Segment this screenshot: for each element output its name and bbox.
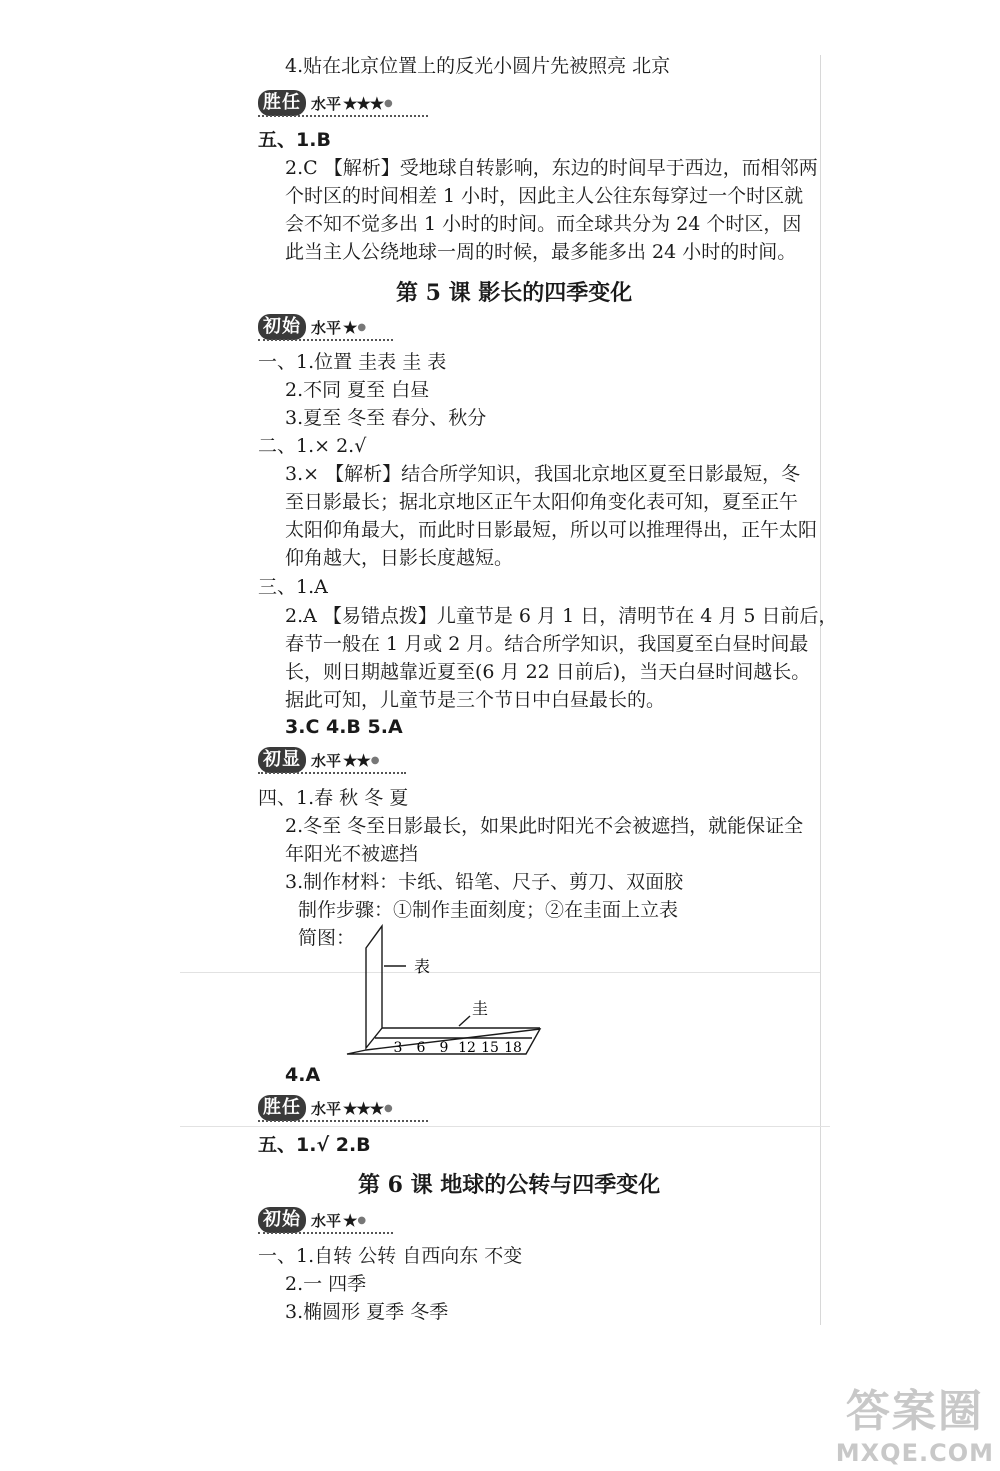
badge-tag: 初始 [258, 1207, 306, 1233]
answer-line: 一、1.自转 公转 自西向东 不变 [258, 1245, 523, 1267]
badge-level: 水平 [311, 751, 342, 770]
biao-pole-side [366, 926, 382, 1048]
answer-line: 4.贴在北京位置上的反光小圆片先被照亮 北京 [285, 55, 671, 77]
star-icon: ★★ [343, 750, 370, 770]
dot-icon: ● [357, 321, 367, 333]
wave-decoration [258, 335, 393, 341]
wave-decoration [258, 111, 428, 117]
answer-line: 春节一般在 1 月或 2 月。结合所学知识，我国夏至白昼时间最 [285, 633, 809, 655]
answer-line: 4.A [285, 1064, 321, 1086]
scale-tick-label: 6 [416, 1040, 426, 1056]
watermark-logo [836, 1375, 994, 1467]
wave-decoration [258, 1228, 393, 1234]
answer-line: 简图： [298, 927, 356, 949]
answer-line: 年阳光不被遮挡 [285, 843, 419, 865]
lesson-title: 第 5 课 影长的四季变化 [396, 280, 633, 306]
star-icon: ★★★ [343, 93, 384, 113]
badge-tag: 初显 [258, 747, 306, 773]
star-icon: ★★★ [343, 1098, 384, 1118]
badge-level: 水平 [311, 318, 342, 337]
scale-tick-label: 18 [504, 1040, 522, 1056]
answer-line: 五、1.√ 2.B [258, 1134, 371, 1156]
answer-line: 2.A 【易错点拨】儿童节是 6 月 1 日，清明节在 4 月 5 日前后， [285, 605, 838, 627]
scale-tick-label: 12 [458, 1040, 476, 1056]
gui-label: 圭 [472, 999, 489, 1018]
gui-pointer [459, 1016, 470, 1026]
badge-chushi [258, 313, 393, 341]
dot-icon: ● [384, 97, 393, 109]
answer-line: 2.冬至 冬至日影最长，如果此时阳光不会被遮挡，就能保证全 [285, 815, 804, 837]
biao-label: 表 [414, 957, 431, 976]
answer-line: 二、1.× 2.√ [258, 435, 367, 457]
column-divider [820, 55, 821, 1325]
answer-line: 会不知不觉多出 1 小时的时间。而全球共分为 24 个时区，因 [285, 213, 802, 235]
watermark-url: MXQE.COM [835, 1439, 994, 1467]
answer-line: 长，则日期越靠近夏至(6 月 22 日前后)，当天白昼时间越长。 [285, 661, 811, 683]
answer-line: 太阳仰角最大，而此时日影最短，所以可以推理得出，正午太阳 [285, 519, 818, 541]
answer-line: 此当主人公绕地球一周的时候，最多能多出 24 小时的时间。 [285, 241, 797, 263]
scale-tick-label: 15 [481, 1040, 499, 1056]
answer-line: 3.椭圆形 夏季 冬季 [285, 1301, 449, 1323]
answer-line: 3.× 【解析】结合所学知识，我国北京地区夏至日影最短，冬 [285, 463, 801, 485]
answer-line: 四、1.春 秋 冬 夏 [258, 787, 409, 809]
badge-level: 水平 [311, 1211, 342, 1230]
answer-line: 2.一 四季 [285, 1273, 367, 1295]
scale-tick-label: 9 [439, 1040, 449, 1056]
answer-line: 3.夏至 冬至 春分、秋分 [285, 407, 487, 429]
wave-decoration [258, 1116, 428, 1122]
answer-line: 3.C 4.B 5.A [285, 716, 403, 738]
badge-tag: 胜任 [258, 1095, 306, 1121]
star-icon: ★ [343, 317, 357, 337]
wave-decoration [258, 768, 406, 774]
badge-level: 水平 [311, 1099, 342, 1118]
badge-shengren [258, 1094, 428, 1122]
watermark-main: 答案圈 [845, 1386, 984, 1437]
fold-line [180, 1126, 830, 1127]
badge-chushi [258, 1206, 393, 1234]
scale-tick-label: 3 [393, 1040, 403, 1056]
badge-tag: 初始 [258, 314, 306, 340]
answer-line: 2.C 【解析】受地球自转影响，东边的时间早于西边，而相邻两 [285, 157, 818, 179]
dot-icon: ● [384, 1102, 393, 1114]
answer-line: 三、1.A [258, 576, 328, 598]
answer-line: 2.不同 夏至 白昼 [285, 379, 430, 401]
badge-level: 水平 [311, 94, 342, 113]
gnomon-diagram [340, 922, 560, 1062]
answer-line: 仰角越大，日影长度越短。 [285, 547, 514, 569]
answer-line: 一、1.位置 圭表 圭 表 [258, 351, 447, 373]
badge-shengren [258, 89, 428, 117]
answer-line: 制作步骤：①制作圭面刻度；②在圭面上立表 [298, 899, 679, 921]
answer-line: 个时区的时间相差 1 小时，因此主人公往东每穿过一个时区就 [285, 185, 804, 207]
badge-chuxian [258, 746, 406, 774]
answer-line: 五、1.B [258, 129, 331, 151]
dot-icon: ● [357, 1214, 367, 1226]
lesson-title: 第 6 课 地球的公转与四季变化 [358, 1172, 661, 1198]
answer-line: 据此可知，儿童节是三个节日中白昼最长的。 [285, 689, 666, 711]
badge-tag: 胜任 [258, 90, 306, 116]
answer-line: 3.制作材料：卡纸、铅笔、尺子、剪刀、双面胶 [285, 871, 684, 893]
dot-icon: ● [370, 754, 380, 766]
star-icon: ★ [343, 1210, 357, 1230]
answer-line: 至日影最长；据北京地区正午太阳仰角变化表可知，夏至正午 [285, 491, 799, 513]
